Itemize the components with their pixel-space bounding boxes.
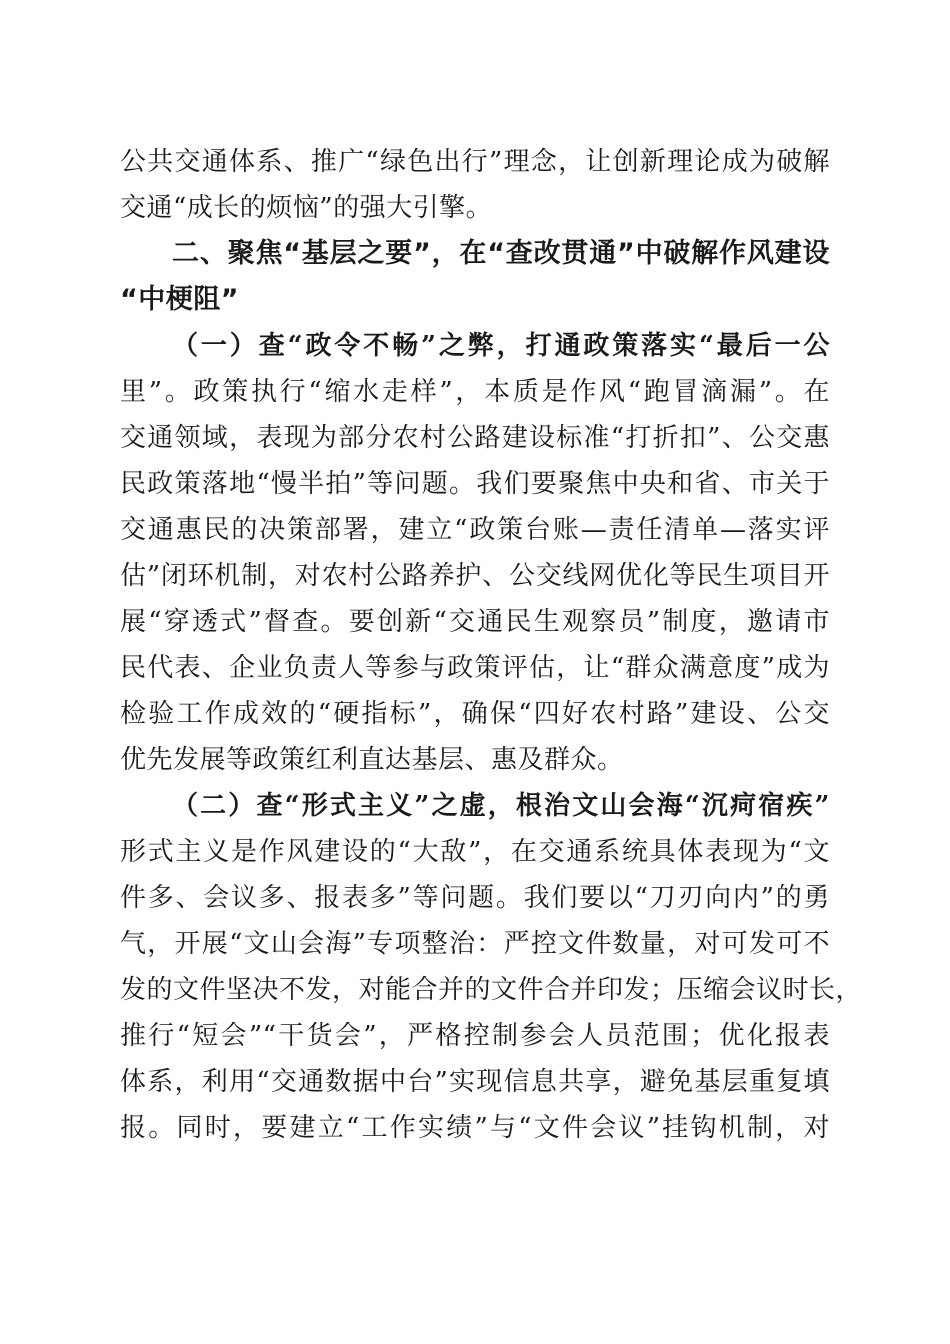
- subsection-lead: （二）查“形式主义”之虚，根治文山会海“沉疴宿疾”: [172, 791, 830, 821]
- subsection-lead: （一）查“政令不畅”之弊，打通政策落实“最后一公: [172, 331, 830, 361]
- body-text-line: 检验工作成效的“硬指标”，确保“四好农村路”建设、公交: [120, 699, 830, 729]
- body-text-line: 形式主义是作风建设的“大敌”，在交通系统具体表现为“文: [120, 837, 830, 867]
- body-text-line: 体系，利用“交通数据中台”实现信息共享，避免基层重复填: [120, 1067, 830, 1097]
- body-text-line: 民代表、企业负责人等参与政策评估，让“群众满意度”成为: [120, 653, 830, 683]
- body-text-line: 民政策落地“慢半拍”等问题。我们要聚焦中央和省、市关于: [120, 469, 830, 499]
- body-text-line: 里”。政策执行“缩水走样”，本质是作风“跑冒滴漏”。在: [120, 377, 830, 407]
- body-text-line: 交通“成长的烦恼”的强大引擎。: [120, 193, 493, 223]
- body-text-line: 公共交通体系、推广“绿色出行”理念，让创新理论成为破解: [120, 147, 830, 177]
- body-text-line: 气，开展“文山会海”专项整治：严控文件数量，对可发可不: [120, 929, 830, 959]
- body-text-line: 优先发展等政策红利直达基层、惠及群众。: [120, 745, 624, 775]
- body-text-line: 交通领域，表现为部分农村公路建设标准“打折扣”、公交惠: [120, 423, 830, 453]
- body-text-line: 件多、会议多、报表多”等问题。我们要以“刀刃向内”的勇: [120, 883, 830, 913]
- body-text-line: 交通惠民的决策部署，建立“政策台账—责任清单—落实评: [120, 515, 830, 545]
- body-text-line: 展“穿透式”督查。要创新“交通民生观察员”制度，邀请市: [120, 607, 830, 637]
- section-heading-continued: “中梗阻”: [120, 284, 239, 315]
- body-text-line: 估”闭环机制，对农村公路养护、公交线网优化等民生项目开: [120, 561, 830, 591]
- body-text-line: 报。同时，要建立“工作实绩”与“文件会议”挂钩机制，对: [120, 1113, 830, 1143]
- body-text-line: 发的文件坚决不发，对能合并的文件合并印发；压缩会议时长，: [120, 975, 863, 1005]
- section-heading: 二、聚焦“基层之要”，在“查改贯通”中破解作风建设: [172, 238, 830, 269]
- body-text-line: 推行“短会”“干货会”，严格控制参会人员范围；优化报表: [120, 1021, 830, 1051]
